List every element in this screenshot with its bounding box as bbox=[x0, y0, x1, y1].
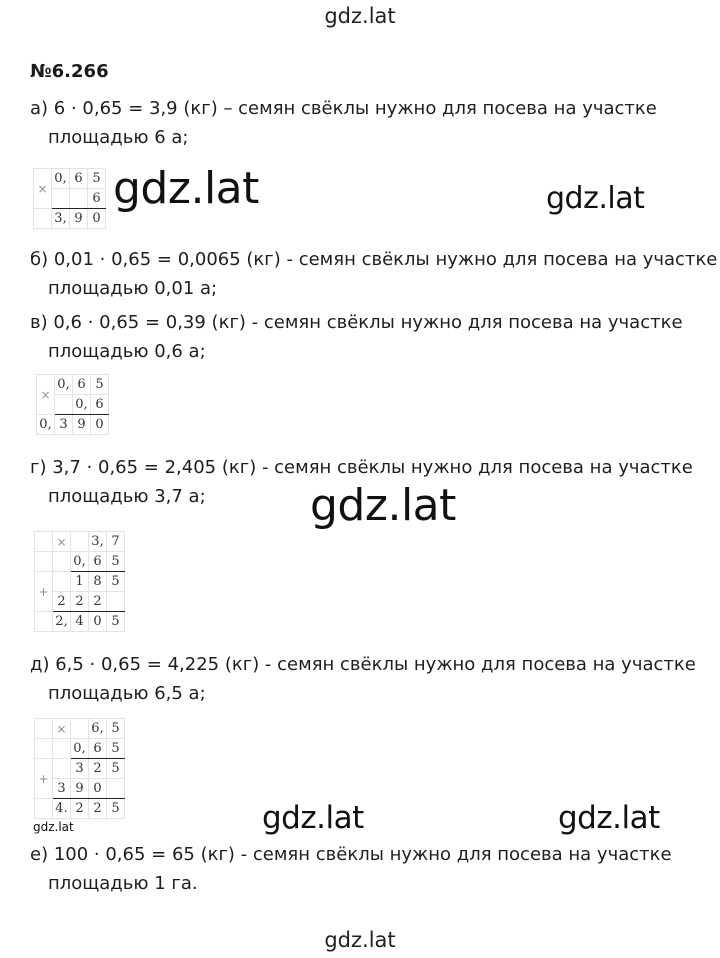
multiply-sign: × bbox=[37, 375, 55, 415]
calc-d-digit: 3 bbox=[53, 779, 71, 799]
calc-a-digit: 0 bbox=[88, 209, 106, 229]
answer-v-line2: площадью 0,6 а; bbox=[48, 341, 206, 362]
calc-v-digit: 0, bbox=[73, 395, 91, 415]
site-footer[interactable]: gdz.lat bbox=[324, 928, 396, 952]
calc-g-digit: 1 bbox=[71, 572, 89, 592]
calc-v-digit: 6 bbox=[91, 395, 109, 415]
calc-v bbox=[36, 374, 109, 435]
plus-sign: + bbox=[35, 572, 53, 612]
answer-g-line1: г) 3,7 · 0,65 = 2,405 (кг) - семян свёклы нужно для посева на участке bbox=[30, 457, 693, 478]
calc-d bbox=[34, 718, 125, 819]
calc-g-digit: 2, bbox=[53, 612, 71, 632]
watermark: gdz.lat bbox=[310, 480, 456, 531]
calc-g-digit: 2 bbox=[89, 592, 107, 612]
calc-g-digit: 6 bbox=[89, 552, 107, 572]
calc-d-cell bbox=[71, 719, 89, 739]
answer-e-line2: площадью 1 га. bbox=[48, 873, 198, 894]
calc-a-cell bbox=[52, 189, 70, 209]
answer-b-line2: площадью 0,01 а; bbox=[48, 278, 218, 299]
calc-v-cell bbox=[55, 395, 73, 415]
calc-d-digit: 2 bbox=[89, 759, 107, 779]
calc-d-cell bbox=[107, 779, 125, 799]
calc-d-digit: 5 bbox=[107, 759, 125, 779]
calc-v-digit: 0 bbox=[91, 415, 109, 435]
calc-a-digit: 6 bbox=[70, 169, 88, 189]
calc-d-digit: 5 bbox=[107, 719, 125, 739]
calc-d-cell bbox=[53, 759, 71, 779]
calc-d-digit: 2 bbox=[89, 799, 107, 819]
calc-g-digit: 2 bbox=[53, 592, 71, 612]
calc-g-digit: 0, bbox=[71, 552, 89, 572]
watermark: gdz.lat bbox=[546, 181, 645, 216]
answer-e bbox=[30, 840, 672, 898]
answer-a bbox=[30, 94, 657, 152]
calc-g bbox=[34, 531, 125, 632]
calc-g-cell bbox=[107, 592, 125, 612]
calc-d-cell bbox=[35, 719, 53, 739]
multiply-sign: × bbox=[53, 532, 71, 552]
calc-a-digit: 0, bbox=[52, 169, 70, 189]
calc-d-digit: 5 bbox=[107, 739, 125, 759]
multiply-sign: × bbox=[53, 719, 71, 739]
calc-a-digit: 3, bbox=[52, 209, 70, 229]
watermark-small: gdz.lat bbox=[33, 820, 74, 834]
calc-d-digit: 3 bbox=[71, 759, 89, 779]
answer-d bbox=[30, 650, 696, 708]
answer-b-line1: б) 0,01 · 0,65 = 0,0065 (кг) - семян свёклы нужно для посева на участке bbox=[30, 249, 718, 270]
answer-v bbox=[30, 308, 683, 366]
calc-a-digit: 9 bbox=[70, 209, 88, 229]
watermark: gdz.lat bbox=[262, 800, 364, 836]
calc-g-digit: 5 bbox=[107, 552, 125, 572]
answer-v-line1: в) 0,6 · 0,65 = 0,39 (кг) - семян свёклы нужно для посева на участке bbox=[30, 312, 683, 333]
calc-v-digit: 9 bbox=[73, 415, 91, 435]
calc-g-cell bbox=[35, 612, 53, 632]
calc-g-digit: 5 bbox=[107, 572, 125, 592]
answer-d-line2: площадью 6,5 а; bbox=[48, 683, 206, 704]
plus-sign: + bbox=[35, 759, 53, 799]
multiply-sign: × bbox=[34, 169, 52, 209]
calc-d-digit: 6 bbox=[89, 739, 107, 759]
calc-g-digit: 2 bbox=[71, 592, 89, 612]
watermark: gdz.lat bbox=[558, 800, 660, 836]
calc-d-digit: 5 bbox=[107, 799, 125, 819]
watermark: gdz.lat bbox=[113, 163, 259, 214]
calc-a-cell bbox=[70, 189, 88, 209]
calc-a-digit: 5 bbox=[88, 169, 106, 189]
calc-v-digit: 6 bbox=[73, 375, 91, 395]
calc-g-cell bbox=[35, 532, 53, 552]
calc-a bbox=[33, 168, 106, 229]
calc-g-digit: 5 bbox=[107, 612, 125, 632]
calc-d-cell bbox=[35, 799, 53, 819]
calc-d-digit: 0 bbox=[89, 779, 107, 799]
answer-g-line2: площадью 3,7 а; bbox=[48, 486, 206, 507]
calc-g-cell bbox=[53, 552, 71, 572]
calc-d-digit: 9 bbox=[71, 779, 89, 799]
answer-e-line1: е) 100 · 0,65 = 65 (кг) - семян свёклы нужно для посева на участке bbox=[30, 844, 672, 865]
calc-g-digit: 0 bbox=[89, 612, 107, 632]
calc-d-digit: 4. bbox=[53, 799, 71, 819]
calc-d-digit: 0, bbox=[71, 739, 89, 759]
calc-d-digit: 2 bbox=[71, 799, 89, 819]
calc-d-cell bbox=[53, 739, 71, 759]
calc-d-cell bbox=[35, 739, 53, 759]
calc-g-digit: 4 bbox=[71, 612, 89, 632]
task-number: №6.266 bbox=[30, 61, 109, 82]
calc-a-cell bbox=[34, 209, 52, 229]
calc-d-digit: 6, bbox=[89, 719, 107, 739]
calc-v-digit: 0, bbox=[37, 415, 55, 435]
site-header[interactable]: gdz.lat bbox=[324, 4, 396, 28]
calc-g-cell bbox=[71, 532, 89, 552]
calc-g-digit: 7 bbox=[107, 532, 125, 552]
calc-g-digit: 3, bbox=[89, 532, 107, 552]
calc-g-cell bbox=[53, 572, 71, 592]
answer-b bbox=[30, 245, 717, 303]
answer-a-line1: а) 6 · 0,65 = 3,9 (кг) – семян свёклы нужно для посева на участке bbox=[30, 98, 657, 119]
calc-v-digit: 0, bbox=[55, 375, 73, 395]
calc-g-cell bbox=[35, 552, 53, 572]
answer-d-line1: д) 6,5 · 0,65 = 4,225 (кг) - семян свёклы нужно для посева на участке bbox=[30, 654, 696, 675]
calc-v-digit: 5 bbox=[91, 375, 109, 395]
calc-a-digit: 6 bbox=[88, 189, 106, 209]
answer-a-line2: площадью 6 а; bbox=[48, 127, 189, 148]
calc-v-digit: 3 bbox=[55, 415, 73, 435]
calc-g-digit: 8 bbox=[89, 572, 107, 592]
